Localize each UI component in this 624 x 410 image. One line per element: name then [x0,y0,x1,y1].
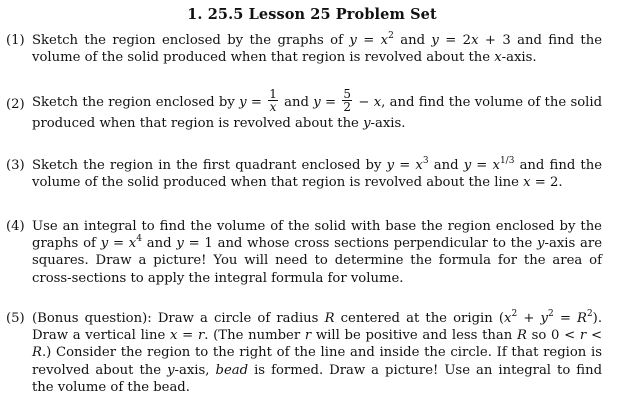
problem-number: (2) [6,97,25,112]
problem-number: (3) [6,158,25,173]
page-title: 1. 25.5 Lesson 25 Problem Set [187,6,437,23]
problem-number: (4) [6,219,25,234]
problem-text: (Bonus question): Draw a circle of radius R centered at the origin $(x^2 + y^2 = R^2)$. Draw a vertical line x = r. (The number r will be positive and less than R so 0 < r < R.) Consider the region to the right of the line and inside the circle. If that region is revolved about the y-axis, bead is formed. Draw a picture! Use an integral to find the volume of the bead. [32,309,603,395]
problem-4 [6,218,602,287]
fraction-one-over-x: $\frac{1}{x}$ [269,87,277,114]
problem-5 [6,310,602,396]
fraction-five-halves: $\frac{5}{2}$ [343,87,352,114]
problem-text: Use an integral to find the volume of the solid with base the region enclosed by the graphs of $y = x^4$ and y = 1 and whose cross sections perpendicular to the y-axis are squares. Draw a picture! You will need to determine the formula for the area of cross-sections to apply the integral formula for volume. [32,219,602,286]
problem-1 [6,32,602,66]
problem-text: Sketch the region in the first quadrant enclosed by $y = x^3$ and $y = x^{1/3}$ and find the volume of the solid produced when that region is revolved about the line x = 2. [32,156,603,191]
problem-3 [6,157,602,191]
problem-number: (1) [6,33,25,48]
problem-number: (5) [6,311,25,326]
problem-text: Sketch the region enclosed by the graphs of $y = x^2$ and y = 2x + 3 and find the volume of the solid produced when that region is revolved about the x-axis. [32,31,603,66]
problem-2 [6,87,603,133]
problem-text: Sketch the region enclosed by y = $\frac{1}{x}$ and y = $\frac{5}{2}$ − x, and find the volume of the solid produced when that region is revolved about the y-axis. [32,87,603,131]
